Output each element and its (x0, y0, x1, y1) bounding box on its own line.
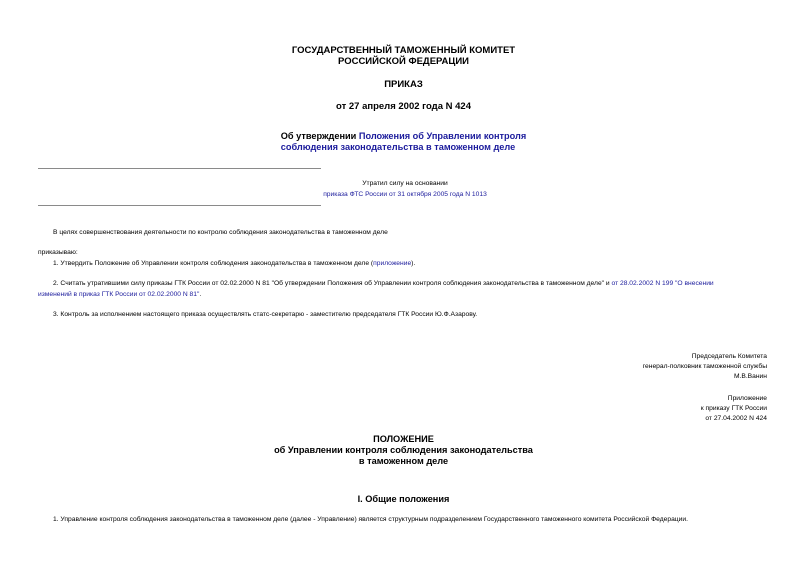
regulation-para-1: 1. Управление контроля соблюдения законодательства в таможенном деле (далее - Управление) является структурным подразделением Государственного таможенного комитета Российской Федерации. (53, 516, 688, 523)
item-1-text: 1. Утвердить Положение об Управлении контроля соблюдения законодательства в таможенном деле ( (53, 260, 374, 267)
divider-bottom (38, 205, 321, 206)
regulation-subtitle-line2: в таможенном деле (358, 456, 449, 466)
item-2-text: 2. Считать утратившими силу приказы ГТК России от 02.02.2000 N 81 "Об утверждении Положения об Управлении контроля соблюдения законодательства в таможенном деле" и (53, 280, 610, 287)
divider-top (38, 168, 321, 169)
item-3: 3. Контроль за исполнением настоящего приказа осуществлять статс-секретарю - заместителю председателя ГТК России Ю.Ф.Азарову. (53, 311, 478, 318)
section-heading: I. Общие положения (357, 494, 450, 504)
regulation-link-line2[interactable]: соблюдения законодательства в таможенном деле (280, 142, 516, 152)
amendment-link-line1[interactable]: от 28.02.2002 N 199 "О внесении (611, 280, 714, 287)
signature-name: М.В.Ванин (733, 373, 767, 380)
item-1 (53, 259, 415, 268)
repeal-order-link[interactable]: приказа ФТС России от 31 октября 2005 года N 1013 (323, 191, 487, 198)
org-name-line1: ГОСУДАРСТВЕННЫЙ ТАМОЖЕННЫЙ КОМИТЕТ (291, 45, 516, 56)
subject-prefix: Об утверждении (280, 131, 359, 141)
item-2-line1 (53, 279, 714, 288)
signature-position: Председатель Комитета (691, 353, 767, 360)
order-word: приказываю: (38, 249, 78, 256)
doc-type: ПРИКАЗ (384, 79, 423, 90)
doc-date: от 27 апреля 2002 года N 424 (336, 101, 471, 112)
appendix-link[interactable]: приложение (373, 260, 412, 267)
preamble: В целях совершенствования деятельности по контролю соблюдения законодательства в таможенном деле (53, 229, 388, 236)
repeal-note: Утратил силу на основании (362, 180, 448, 187)
doc-subject-line1 (0, 131, 807, 142)
item-2-line2 (38, 290, 201, 299)
regulation-subtitle-line1: об Управлении контроля соблюдения законодательства (274, 445, 533, 455)
signature-rank: генерал-полковник таможенной службы (642, 363, 767, 370)
appendix-label: Приложение (727, 395, 767, 402)
appendix-order-ref: к приказу ГТК России (700, 405, 767, 412)
appendix-date: от 27.04.2002 N 424 (705, 415, 767, 422)
regulation-title: ПОЛОЖЕНИЕ (373, 434, 434, 444)
org-name-line2: РОССИЙСКОЙ ФЕДЕРАЦИИ (337, 56, 469, 67)
item-1-end: ). (411, 260, 416, 267)
regulation-link-line1[interactable]: Положения об Управлении контроля (358, 131, 527, 141)
item-2-end: . (199, 291, 202, 298)
amendment-link-line2[interactable]: изменений в приказ ГТК России от 02.02.2000 N 81" (38, 291, 200, 298)
